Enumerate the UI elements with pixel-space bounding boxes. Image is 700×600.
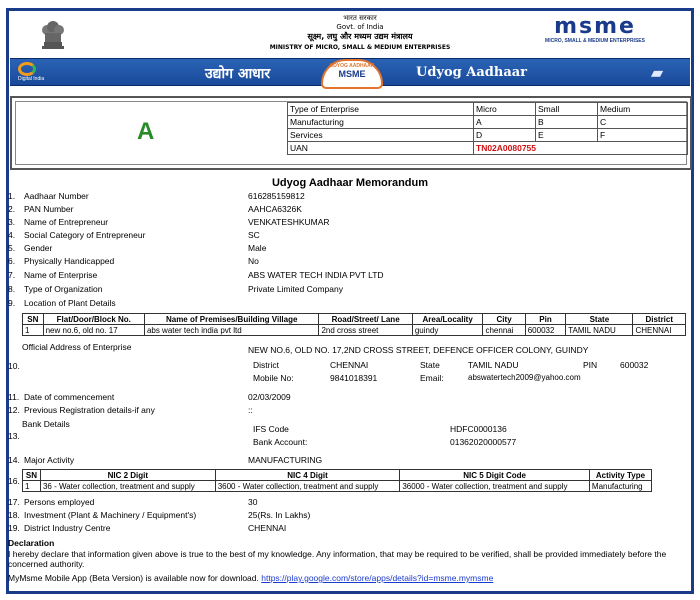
nic-number: 16.: [8, 476, 20, 486]
field-number: 17.: [8, 497, 20, 507]
mobile-app-link[interactable]: https://play.google.com/store/apps/details?id=msme.mymsme: [261, 573, 494, 583]
govt-of-india-line: Govt. of India: [336, 23, 384, 31]
table-cell: CHENNAI: [633, 325, 686, 336]
table-header-cell: Road/Street/ Lane: [319, 314, 412, 325]
pin-label: PIN: [583, 360, 598, 370]
field-label: Date of commencement: [24, 392, 115, 402]
official-address-label: Official Address of Enterprise: [22, 342, 132, 352]
field-value: 25(Rs. In Lakhs): [248, 510, 311, 520]
field-label: Gender: [24, 243, 53, 253]
field-label: District Industry Centre: [24, 523, 111, 533]
table-header-cell: NIC 2 Digit: [40, 470, 215, 481]
district-value: CHENNAI: [330, 360, 369, 370]
field-number: 8.: [8, 284, 16, 294]
mobile-label: Mobile No:: [253, 373, 294, 383]
field-label: Previous Registration details-if any: [24, 405, 155, 415]
table-cell: Manufacturing: [589, 481, 651, 492]
field-label: Name of Enterprise: [24, 270, 98, 280]
bank-details-number: 13.: [8, 431, 20, 441]
table-header-cell: Flat/Door/Block No.: [43, 314, 144, 325]
nic-code-table: [22, 469, 652, 492]
india-map-icon: ▰: [650, 65, 664, 82]
state-label: State: [420, 360, 440, 370]
table-cell: 600032: [525, 325, 566, 336]
field-label: Persons employed: [24, 497, 95, 507]
field-label: PAN Number: [24, 204, 74, 214]
enterprise-table-cell: Type of Enterprise: [288, 103, 474, 116]
table-cell: 36 - Water collection, treatment and supply: [40, 481, 215, 492]
udyog-aadhaar-hindi: उद्योग आधार: [205, 66, 271, 82]
official-address-number: 10.: [8, 361, 20, 371]
enterprise-table-cell: F: [598, 129, 688, 142]
seal-top-text: UDYOG AADHAAR: [329, 63, 375, 69]
uan-row: [288, 142, 688, 155]
mobile-app-note: [8, 573, 688, 583]
enterprise-table-cell: B: [536, 116, 598, 129]
enterprise-type-box: [10, 96, 692, 170]
field-row: 12. Previous Registration details-if any ::: [8, 405, 253, 415]
district-label: District: [253, 360, 279, 370]
field-value: AAHCA6326K: [248, 204, 302, 214]
table-header-cell: NIC 4 Digit: [215, 470, 400, 481]
enterprise-table-cell: Small: [536, 103, 598, 116]
declaration-title: Declaration: [8, 538, 55, 548]
enterprise-type-table: [287, 102, 688, 155]
field-label: Name of Entrepreneur: [24, 217, 109, 227]
table-header-cell: City: [483, 314, 525, 325]
field-number: 18.: [8, 510, 20, 520]
msme-logo-text: msme: [554, 14, 636, 39]
table-header-cell: District: [633, 314, 686, 325]
field-value: SC: [248, 230, 260, 240]
field-value: Male: [248, 243, 267, 253]
field-label: Social Category of Entrepreneur: [24, 230, 146, 240]
field-number: 5.: [8, 243, 16, 253]
hindi-ministry-line: सूक्ष्म, लघु और मध्यम उद्यम मंत्रालय: [307, 32, 413, 41]
table-header-cell: State: [566, 314, 633, 325]
enterprise-table-cell: Services: [288, 129, 474, 142]
field-number: 1.: [8, 191, 16, 201]
field-row: [8, 510, 311, 521]
table-cell: TAMIL NADU: [566, 325, 633, 336]
bank-account-label: Bank Account:: [253, 437, 308, 447]
table-cell: 1: [23, 325, 44, 336]
enterprise-grade: A: [137, 118, 155, 145]
field-label: Major Activity: [24, 455, 75, 465]
ifs-label: IFS Code: [253, 424, 289, 434]
enterprise-table-cell: C: [598, 116, 688, 129]
seal-bottom-text: MSME: [338, 69, 366, 79]
table-cell: 36000 - Water collection, treatment and supply: [400, 481, 590, 492]
field-number: 6.: [8, 256, 16, 266]
table-header-cell: NIC 5 Digit Code: [400, 470, 590, 481]
msme-logo-subtitle: MICRO, SMALL & MEDIUM ENTERPRISES: [545, 38, 645, 44]
field-value: Private Limited Company: [248, 284, 343, 294]
field-row: [8, 204, 302, 215]
field-row: [8, 230, 260, 241]
field-value: CHENNAI: [248, 523, 287, 533]
state-value: TAMIL NADU: [468, 360, 519, 370]
field-value: MANUFACTURING: [248, 455, 323, 465]
official-address-line: NEW NO.6, OLD NO. 17,2ND CROSS STREET, DEFENCE OFFICER COLONY, GUINDY: [248, 345, 589, 355]
field-number: 19.: [8, 523, 20, 533]
plant-location-table: [22, 313, 686, 336]
field-row: 11. Date of commencement 02/03/2009: [8, 392, 291, 402]
field-label: Aadhaar Number: [24, 191, 89, 201]
enterprise-table-cell: Micro: [474, 103, 536, 116]
field-row: [8, 523, 287, 534]
field-row: [8, 217, 330, 228]
table-cell: new no.6, old no. 17: [43, 325, 144, 336]
enterprise-table-cell: D: [474, 129, 536, 142]
bank-details-label: Bank Details: [22, 419, 70, 429]
field-row: [8, 243, 267, 254]
uan-value: TN02A0080755: [474, 142, 688, 155]
enterprise-table-cell: Medium: [598, 103, 688, 116]
field-value: VENKATESHKUMAR: [248, 217, 330, 227]
table-header-cell: SN: [23, 314, 44, 325]
ministry-name: MINISTRY OF MICRO, SMALL & MEDIUM ENTERPRISES: [269, 44, 451, 51]
table-cell: 3600 - Water collection, treatment and supply: [215, 481, 400, 492]
field-number: 2.: [8, 204, 16, 214]
table-header-cell: Area/Locality: [412, 314, 483, 325]
table-header-cell: Name of Premises/Building Village: [144, 314, 319, 325]
enterprise-table-row: [288, 129, 688, 142]
enterprise-table-row: [288, 116, 688, 129]
table-cell: chennai: [483, 325, 525, 336]
enterprise-table-cell: A: [474, 116, 536, 129]
ministry-heading: [210, 14, 510, 51]
field-row: 14. Major Activity MANUFACTURING: [8, 455, 323, 465]
table-cell: abs water tech india pvt ltd: [144, 325, 319, 336]
field-label: Type of Organization: [24, 284, 103, 294]
field-row: [8, 256, 259, 267]
enterprise-table-cell: Manufacturing: [288, 116, 474, 129]
digital-india-text: Digital India: [18, 76, 45, 82]
udyog-aadhaar-banner: [10, 58, 690, 86]
mobile-value: 9841018391: [330, 373, 378, 383]
national-emblem-icon: [38, 14, 68, 52]
table-cell: 2nd cross street: [319, 325, 412, 336]
field-row: [8, 270, 384, 281]
field-label: Location of Plant Details: [24, 298, 116, 308]
digital-india-logo: [18, 62, 58, 84]
field-value: 02/03/2009: [248, 392, 291, 402]
msme-logo: [530, 16, 660, 44]
header: [10, 12, 690, 56]
hindi-govt-line: भारत सरकार: [343, 14, 377, 22]
bank-account-value: 01362020000577: [450, 437, 517, 447]
field-label: Physically Handicapped: [24, 256, 115, 266]
table-header-cell: Activity Type: [589, 470, 651, 481]
email-value: abswatertech2009@yahoo.com: [468, 373, 581, 382]
field-row: [8, 191, 305, 202]
field-row: [8, 497, 258, 508]
enterprise-table-row: [288, 103, 688, 116]
table-cell: 1: [23, 481, 41, 492]
field-number: 3.: [8, 217, 16, 227]
memorandum-title: Udyog Aadhaar Memorandum: [271, 177, 429, 189]
field-value: 30: [248, 497, 258, 507]
udyog-aadhaar-english: Udyog Aadhaar: [416, 65, 528, 80]
field-number: 7.: [8, 270, 16, 280]
mobile-app-text: MyMsme Mobile App (Beta Version) is available now for download.: [8, 573, 259, 583]
digital-india-icon: [18, 62, 36, 76]
field-value: 616285159812: [248, 191, 305, 201]
pin-value: 600032: [620, 360, 649, 370]
field-value: No: [248, 256, 259, 266]
uan-label: UAN: [288, 142, 474, 155]
enterprise-table-cell: E: [536, 129, 598, 142]
field-number: 9.: [8, 298, 16, 308]
field-value: ABS WATER TECH INDIA PVT LTD: [248, 270, 384, 280]
email-label: Email:: [420, 373, 444, 383]
udyog-aadhaar-seal: [321, 59, 383, 89]
field-value: ::: [248, 405, 253, 415]
field-label: Investment (Plant & Machinery / Equipment's): [24, 510, 197, 520]
ifs-value: HDFC0000136: [450, 424, 507, 434]
field-number: 4.: [8, 230, 16, 240]
field-row: [8, 298, 249, 309]
table-cell: guindy: [412, 325, 483, 336]
table-header-cell: SN: [23, 470, 41, 481]
field-row: [8, 284, 343, 295]
table-header-cell: Pin: [525, 314, 566, 325]
declaration-text: I hereby declare that information given above is true to the best of my knowledge. Any information, that may be required to be verified, shall be provided immediately before the concerned authority.: [8, 549, 667, 569]
